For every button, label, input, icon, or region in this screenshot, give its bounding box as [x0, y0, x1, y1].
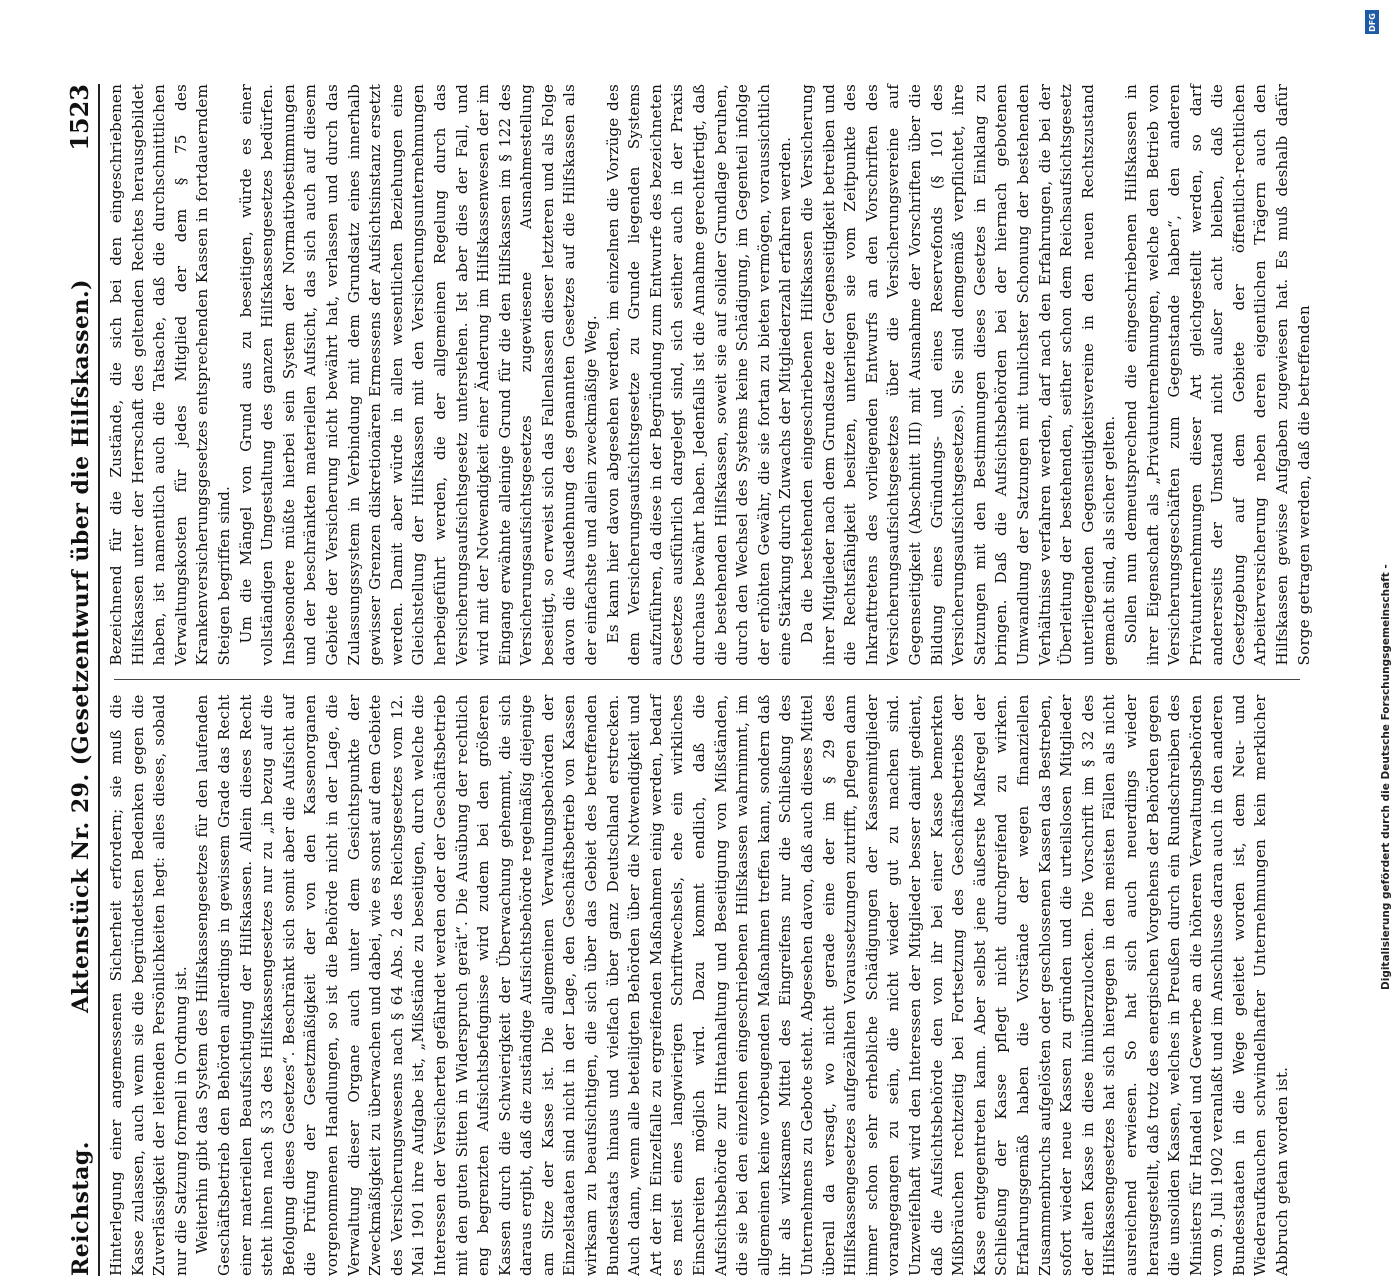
dfg-logo-text: DFG — [1368, 13, 1377, 32]
column-left — [106, 695, 1300, 1276]
paragraph: Weiterhin gibt das System des Hilfskassengesetzes für den laufenden Geschäftsbetrieb den Behörden allerdings in gewissem Grade das Recht einer materiellen Beaufsichtigung der Hilfskassen. Allein dieses Recht steht ihnen nach § 33 des Hilfskassengesetzes nur zu „in bezug auf die Befolgung dieses Gesetzes“. Beschränkt sich somit aber die Aufsicht auf die Prüfung der Gesetzmäßigkeit der von den Kassenorganen vorgenommenen Handlungen, so ist die Behörde nicht in der Lage, die Verwaltung dieser Organe auch unter dem Gesichtspunkte der Zweckmäßigkeit zu überwachen und dabei, wie es sonst auf dem Gebiete des Versicherungswesens nach § 64 Abs. 2 des Reichsgesetzes vom 12. Mai 1901 ihre Aufgabe ist, „Mißstände zu beseitigen, durch welche die Interessen der Versicherten gefährdet werden oder der Geschäftsbetrieb mit den guten Sitten in Widerspruch gerät“. Die Ausübung der rechtlich eng begrenzten Aufsichtsbefugnisse wird zudem bei den größeren Kassen durch die Schwierigkeit der Überwachung gehemmt, die sich daraus ergibt, daß die zuständige Aufsichtsbehörde regelmäßig diejenige am Sitze der Kasse ist. Die allgemeinen Verwaltungsbehörden der Einzelstaaten sind nicht in der Lage, den Geschäftsbetrieb von Kassen wirksam zu beaufsichtigen, die sich über das Gebiet des betreffenden Bundesstaats hinaus und vielfach über ganz Deutschland erstrecken. Auch dann, wenn alle beteiligten Behörden über die Notwendigkeit und Art der im Einzelfalle zu ergreifenden Maßnahmen einig werden, bedarf es meist eines langwierigen Schriftwechsels, ehe ein wirkliches Einschreiten möglich wird. Dazu kommt endlich, daß die Aufsichtsbehörde zur Hintanhaltung und Beseitigung von Mißständen, die sie bei den einzelnen eingeschriebenen Hilfskassen wahrnimmt, im allgemeinen keine vorbeugenden Maßnahmen treffen kann, sondern daß ihr als wirksames Mittel des Eingreifens nur die Schließung des Unternehmens zu Gebote steht. Abgesehen davon, daß auch dieses Mittel überall da versagt, wo nicht gerade eine der im § 29 des Hilfskassengesetzes aufgezählten Voraussetzungen zutrifft, pflegen dann immer schon sehr erhebliche Schädigungen der Kassenmitglieder vorangegangen zu sein, die nicht wieder gut zu machen sind. Unzweifelhaft wird den Interessen der Mitglieder besser damit gedient, daß die Aufsichtsbehörde den von ihr bei einer Kasse bemerkten Mißbräuchen rechtzeitig bei Fortsetzung des Geschäftsbetriebs der Kasse entgegentreten kann. Aber selbst jene äußerste Maßregel der Schließung der Kasse pflegt nicht durchgreifend zu wirken. Erfahrungsgemäß haben die Vorstände der wegen finanziellen Zusammenbruchs aufgelösten oder geschlossenen Kassen das Bestreben, sofort wieder neue Kassen zu gründen und die urteilslosen Mitglieder der alten Kasse in diese hinüberzulocken. Die Vorschrift im § 32 des Hilfskassengesetzes hat sich hiergegen in den meisten Fällen als nicht ausreichend erwiesen. So hat sich auch neuerdings wieder herausgestellt, daß trotz des energischen Vorgehens der Behörden gegen die unsoliden Kassen, welches in Preußen durch ein Rundschreiben des Ministers für Handel und Gewerbe an die höheren Verwaltungsbehörden vom 9. Juli 1902 veranlaßt und im Anschlusse daran auch in den anderen Bundesstaaten in die Wege geleitet worden ist, dem Neu- und Wiederaufkauchen schwindelhafter Unternehmungen kein merklicher Abbruch getan worden ist. — [192, 695, 1293, 1276]
page-scan — [60, 84, 1300, 1276]
header-title: Aktenstück Nr. 29. (Gesetzentwurf über die Hilfskassen.) — [68, 279, 94, 1013]
paragraph: Es kann hier davon abgesehen werden, im einzelnen die Vorzüge des dem Versicherungsaufsichtsgesetze zu Grunde liegenden Systems aufzuführen, da diese in der Begründung zum Entwurfe des bezeichneten Gesetzes ausführlich dargelegt sind, sich seither auch in der Praxis durchaus bewährt haben. Jedenfalls ist die Annahme gerechtfertigt, daß die bestehenden Hilfskassen, soweit sie auf solider Grundlage beruhen, durch den Wechsel des Systems keine Schädigung, im Gegenteil infolge der erhöhten Gewähr, die sie fortan zu bieten vermögen, voraussichtlich eine Stärkung durch Zuwachs der Mitgliederzahl erfahren werden. — [603, 84, 797, 666]
digitization-note — [1362, 10, 1382, 990]
page-number: 1523 — [65, 84, 94, 151]
text-columns — [106, 84, 1300, 1276]
paragraph: Um die Mängel von Grund aus zu beseitigen, würde es einer vollständigen Umgestaltung des ganzen Hilfskassengesetzes bedürfen. Insbesondere müßte hierbei sein System der Normativbestimmungen und der beschränkten materiellen Aufsicht, das sich auch auf diesem Gebiete der Versicherung nicht bewährt hat, verlassen und durch das Zulassungssystem in Verbindung mit dem Grundsatz eines innerhalb gewisser Grenzen diskretionären Ermessens der Aufsichtsinstanz ersetzt werden. Damit aber würde in allen wesentlichen Beziehungen eine Gleichstellung der Hilfskassen mit den Versicherungsunternehmungen herbeigeführt werden, die der allgemeinen Regelung durch das Versicherungsaufsichtsgesetz unterstehen. Ist aber dies der Fall, und wird mit der Notwendigkeit einer Änderung im Hilfskassenwesen der im Eingang erwähnte alleinige Grund für die den Hilfskassen im § 122 des Versicherungsaufsichtsgesetzes zugewiesene Ausnahmestellung beseitigt, so erweist sich das Fallenlassen dieser letzteren und als Folge davon die Ausdehnung des genannten Gesetzes auf die Hilfskassen als der einfachste und allein zweckmäßige Weg. — [236, 84, 603, 666]
paragraph: Sollen nun demeutsprechend die eingeschriebenen Hilfskassen in ihrer Eigenschaft als „Privatunternehmungen, welche den Betrieb von Versicherungsgeschäften zum Gegenstande haben“, den anderen Privatunternehmungen dieser Art gleichgestellt werden, so darf andererseits der Umstand nicht außer acht bleiben, daß die Gesetzgebung auf dem Gebiete der öffentlich-rechtlichen Arbeiterversicherung neben deren eigentlichen Trägern auch den Hilfskassen gewisse Aufgaben zugewiesen hat. Es muß deshalb dafür Sorge getragen werden, daß die betreffenden — [1121, 84, 1315, 666]
header-reichstag: Reichstag. — [68, 1141, 94, 1276]
column-divider — [114, 680, 1300, 681]
paragraph: Da die bestehenden eingeschriebenen Hilfskassen die Versicherung ihrer Mitglieder nach dem Grundsatze der Gegenseitigkeit betreiben und die Rechtsfähigkeit besitzen, unterliegen sie vom Zeitpunkte des Inkrafttretens des vorliegenden Entwurfs an den Vorschriften des Versicherungsaufsichtsgesetzes über die Versicherungsvereine auf Gegenseitigkeit (Abschnitt III) mit Ausnahme der Vorschriften über die Bildung eines Gründungs- und eines Reservefonds (§ 101 des Versicherungsaufsichtsgesetzes). Sie sind demgemäß verpflichtet, ihre Satzungen mit den Bestimmungen dieses Gesetzes in Einklang zu bringen. Daß die Aufsichtsbehörden bei der hiernach gebotenen Umwandlung der Satzungen mit tunlichster Schonung der bestehenden Verhältnisse verfahren werden, darf nach den Erfahrungen, die bei der Überleitung der bestehenden, seither schon dem Reichsaufsichtsgesetz unterliegenden Gegenseitigkeitsvereine in den neuen Rechtszustand gemacht sind, als sicher gelten. — [797, 84, 1121, 666]
digitization-note-text: Digitalisierung gefördert durch die Deutsche Forschungsgemeinschaft - — [1376, 10, 1396, 990]
page-header — [60, 84, 100, 1276]
paragraph: Hinterlegung einer angemessenen Sicherheit erfordern; sie muß die Kasse zulassen, auch wenn sie die begründetsten Bedenken gegen die Zuverlässigkeit der leitenden Persönlichkeiten hegt: alles dieses, sobald nur die Satzung formell in Ordnung ist. — [106, 695, 192, 1276]
paragraph: Bezeichnend für die Zustände, die sich bei den eingeschriebenen Hilfskassen unter der Herrschaft des geltenden Rechtes herausgebildet haben, ist namentlich auch die Tatsache, daß die durchschnittlichen Verwaltungskosten für jedes Mitglied der dem § 75 des Krankenversicherungsgesetzes entsprechenden Kassen in fortdauerndem Steigen begriffen sind. — [106, 84, 236, 666]
column-right — [106, 84, 1300, 666]
dfg-logo — [1365, 10, 1379, 34]
document-page — [60, 84, 1300, 1276]
